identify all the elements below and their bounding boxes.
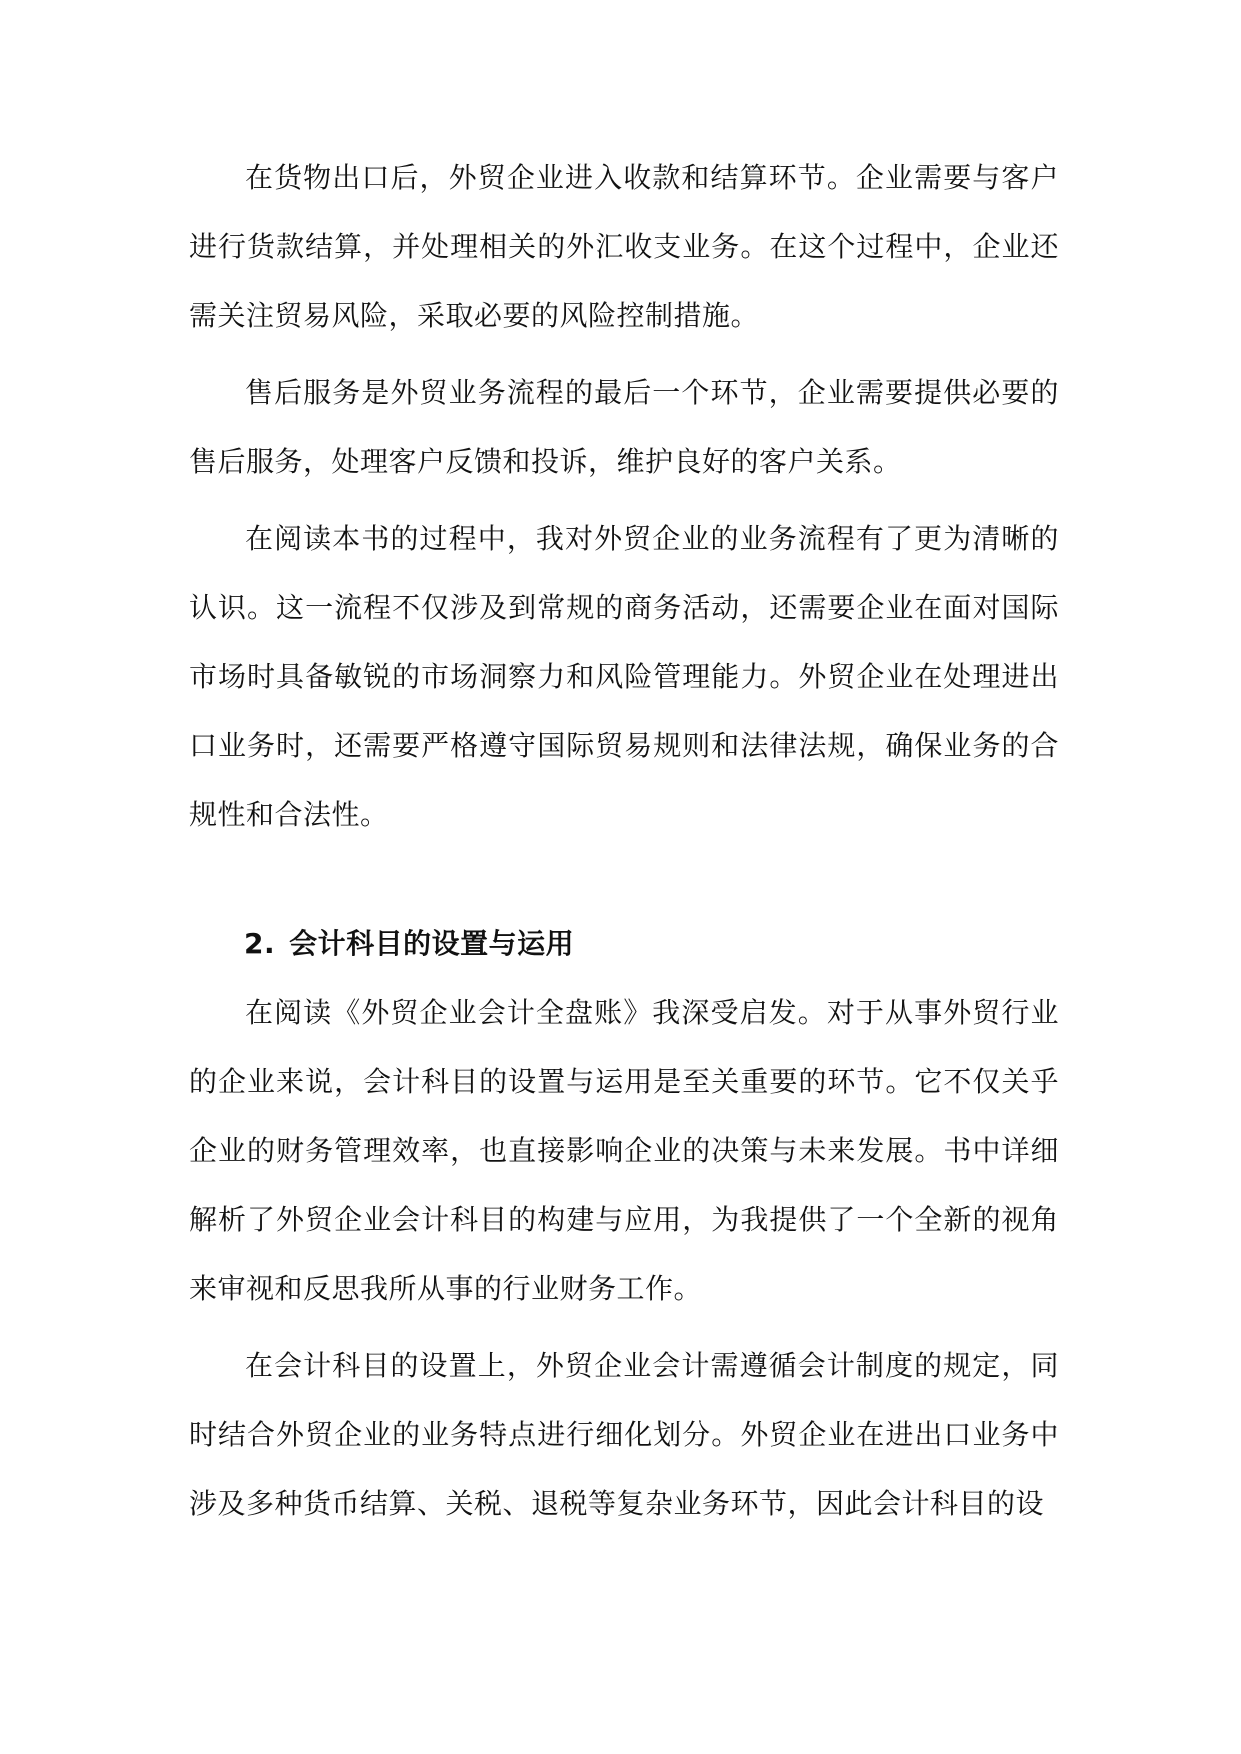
section-title: 会计科目的设置与运用 [289,927,575,960]
paragraph-accounts-setup: 在会计科目的设置上，外贸企业会计需遵循会计制度的规定，同时结合外贸企业的业务特点进行细化划分。外贸企业在进出口业务中涉及多种货币结算、关税、退税等复杂业务环节，因此会计科目的设 [189,1349,1059,1520]
paragraph-after-sales: 售后服务是外贸业务流程的最后一个环节，企业需要提供必要的售后服务，处理客户反馈和投诉，维护良好的客户关系。 [189,376,1059,478]
section-heading [189,909,1059,978]
section-number: 2. [244,927,276,960]
paragraph-accounts-intro: 在阅读《外贸企业会计全盘账》我深受启发。对于从事外贸行业的企业来说，会计科目的设置与运用是至关重要的环节。它不仅关乎企业的财务管理效率，也直接影响企业的决策与未来发展。书中详细解析了外贸企业会计科目的构建与应用，为我提供了一个全新的视角来审视和反思我所从事的行业财务工作。 [189,996,1059,1305]
document-body [189,143,1059,1538]
paragraph-reading-reflection: 在阅读本书的过程中，我对外贸企业的业务流程有了更为清晰的认识。这一流程不仅涉及到常规的商务活动，还需要企业在面对国际市场时具备敏锐的市场洞察力和风险管理能力。外贸企业在处理进出口业务时，还需要严格遵守国际贸易规则和法律法规，确保业务的合规性和合法性。 [189,522,1059,831]
paragraph-settlement: 在货物出口后，外贸企业进入收款和结算环节。企业需要与客户进行货款结算，并处理相关的外汇收支业务。在这个过程中，企业还需关注贸易风险，采取必要的风险控制措施。 [189,161,1059,332]
